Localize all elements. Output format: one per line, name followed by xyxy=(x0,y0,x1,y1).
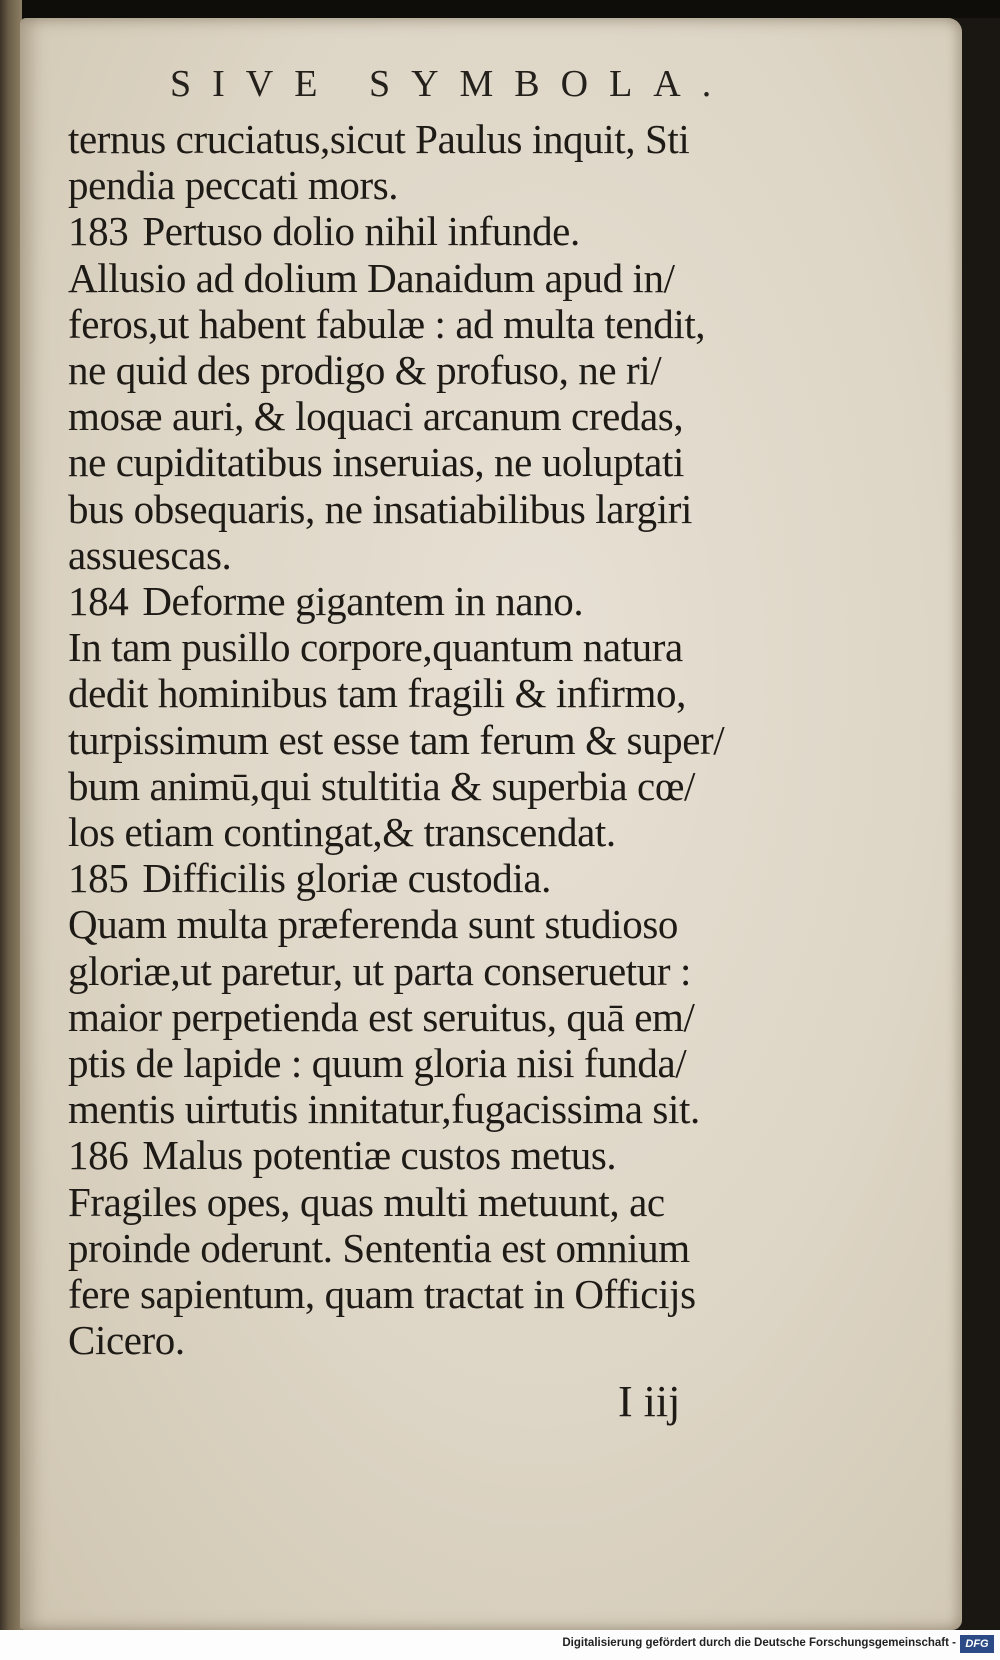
entry-title: Pertuso dolio nihil infunde. xyxy=(142,208,580,255)
text-line: dedit hominibus tam fragili & infirmo, xyxy=(68,670,686,717)
text-line: mentis uirtutis innitatur,fugacissima sit. xyxy=(68,1086,700,1133)
scan-top-border xyxy=(0,0,1000,18)
page-body xyxy=(68,116,828,1363)
text-line: In tam pusillo corpore,quantum natura xyxy=(68,624,683,671)
entry-heading xyxy=(68,578,828,624)
text-line: ternus cruciatus,sicut Paulus inquit, Sti xyxy=(68,116,690,162)
entry-title: Difficilis gloriæ custodia. xyxy=(142,855,551,902)
text-line: los etiam contingat,& transcendat. xyxy=(68,809,616,856)
entry-heading xyxy=(68,855,828,901)
text-line: proinde oderunt. Sententia est omnium xyxy=(68,1224,690,1271)
text-line: ne quid des prodigo & profuso, ne ri/ xyxy=(68,347,662,394)
dfg-logo: DFG xyxy=(960,1635,994,1653)
text-line: ne cupiditatibus inseruias, ne uoluptati xyxy=(68,439,684,486)
text-line: Allusio ad dolium Danaidum apud in/ xyxy=(68,254,675,301)
text-line: mosæ auri, & loquaci arcanum credas, xyxy=(68,393,684,440)
text-line: fere sapientum, quam tractat in Officijs xyxy=(68,1271,696,1318)
signature-mark: I iij xyxy=(618,1377,681,1426)
entry-heading xyxy=(68,1132,828,1178)
entry-number: 183 xyxy=(68,208,129,255)
text-line: bum animū,qui stultitia & superbia cœ/ xyxy=(68,762,696,809)
text-line: assuescas. xyxy=(68,531,232,578)
entry-number: 184 xyxy=(68,578,129,625)
text-line: bus obsequaris, ne insatiabilibus largiri xyxy=(68,485,692,532)
entry-number: 185 xyxy=(68,855,129,902)
book-page xyxy=(20,18,962,1630)
text-line: Fragiles opes, quas multi metuunt, ac xyxy=(68,1178,665,1225)
book-spine-edge xyxy=(0,0,22,1660)
text-line: feros,ut habent fabulæ : ad multa tendit, xyxy=(68,300,706,347)
text-line: Quam multa præferenda sunt studioso xyxy=(68,901,679,948)
text-line: ptis de lapide : quum gloria nisi funda/ xyxy=(68,1040,687,1087)
entry-title: Deforme gigantem in nano. xyxy=(142,578,584,625)
text-line: gloriæ,ut paretur, ut parta conseruetur : xyxy=(68,947,691,994)
running-head: SIVE SYMBOLA. xyxy=(170,63,733,105)
text-line: Cicero. xyxy=(68,1317,185,1364)
footer-credit: Digitalisierung gefördert durch die Deutsche Forschungsgemeinschaft - xyxy=(562,1637,956,1649)
digitization-footer xyxy=(0,1630,1000,1660)
entry-heading xyxy=(68,208,828,254)
entry-title: Malus potentiæ custos metus. xyxy=(142,1132,617,1179)
entry-number: 186 xyxy=(68,1132,129,1179)
text-line: pendia peccati mors. xyxy=(68,162,399,209)
text-line: turpissimum est esse tam ferum & super/ xyxy=(68,716,725,763)
text-line: maior perpetienda est seruitus, quā em/ xyxy=(68,993,695,1040)
